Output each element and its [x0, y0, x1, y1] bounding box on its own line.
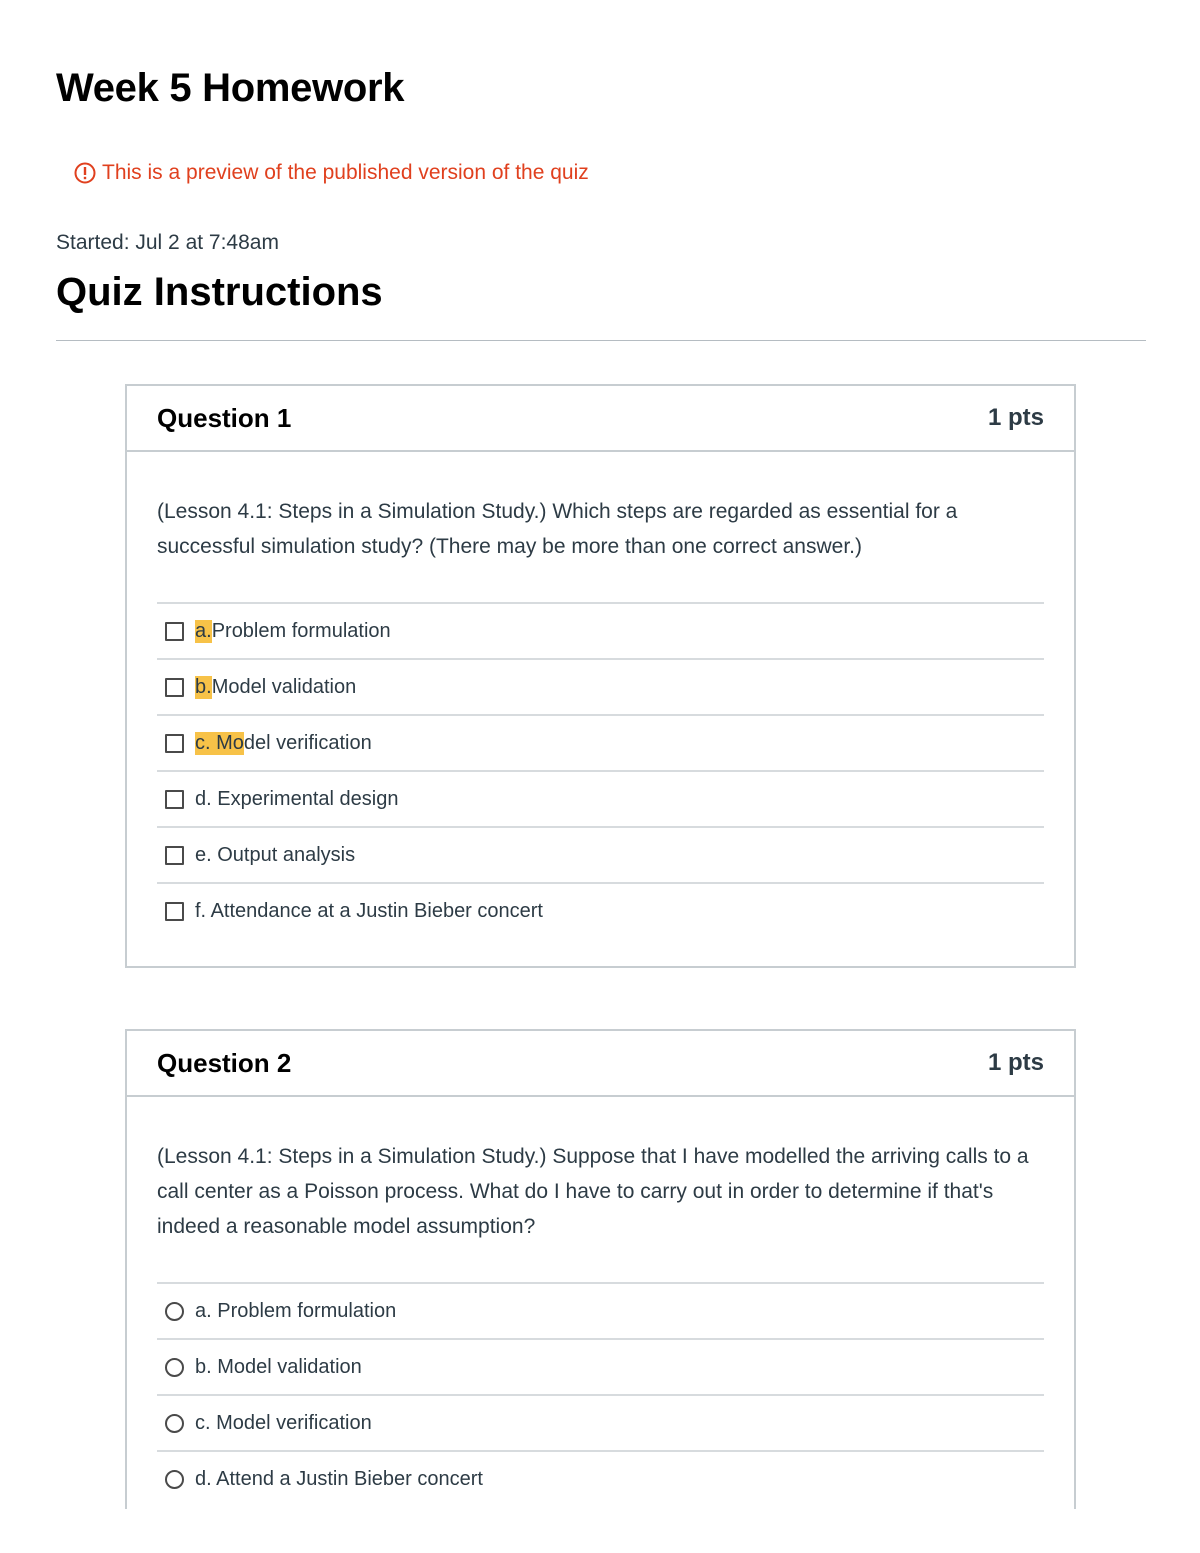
answer-option[interactable]	[157, 1396, 1044, 1452]
question-header	[127, 386, 1074, 452]
question-1	[125, 384, 1076, 968]
answer-highlight: a.	[195, 619, 212, 642]
answer-label: e. Output analysis	[195, 843, 356, 866]
question-2	[125, 1029, 1076, 1509]
answer-option[interactable]	[157, 884, 1044, 938]
radio-button[interactable]	[165, 1302, 184, 1321]
page-title: Week 5 Homework	[56, 66, 405, 110]
answer-option[interactable]	[157, 1284, 1044, 1340]
answer-list	[157, 602, 1044, 938]
question-text: (Lesson 4.1: Steps in a Simulation Study.) Suppose that I have modelled the arriving calls to a call center as a Poisson process. What do I have to carry out in order to determine if that's indeed a reasonable model assumption?	[157, 1145, 1029, 1238]
divider	[56, 340, 1146, 341]
answer-option[interactable]	[157, 772, 1044, 828]
answer-option[interactable]	[157, 828, 1044, 884]
started-timestamp: Started: Jul 2 at 7:48am	[56, 231, 279, 254]
answer-option[interactable]	[157, 1452, 1044, 1506]
answer-label: b. Model validation	[195, 1355, 362, 1378]
preview-notice	[74, 158, 589, 188]
answer-option[interactable]	[157, 660, 1044, 716]
answer-option[interactable]	[157, 716, 1044, 772]
checkbox[interactable]	[165, 790, 184, 809]
answer-label: Model validation	[211, 675, 357, 698]
answer-label: c. Model verification	[195, 1411, 372, 1434]
answer-option[interactable]	[157, 604, 1044, 660]
question-points: 1 pts	[987, 1049, 1044, 1076]
warning-icon	[74, 162, 96, 184]
question-title: Question 2	[157, 1047, 292, 1078]
question-text: (Lesson 4.1: Steps in a Simulation Study.) Which steps are regarded as essential for a successful simulation study? (There may be more than one correct answer.)	[157, 500, 958, 558]
question-header	[127, 1031, 1074, 1097]
checkbox[interactable]	[165, 622, 184, 641]
quiz-instructions-heading: Quiz Instructions	[56, 270, 383, 314]
answer-option[interactable]	[157, 1340, 1044, 1396]
checkbox[interactable]	[165, 846, 184, 865]
preview-notice-text: This is a preview of the published version of the quiz	[102, 161, 589, 184]
answer-label: d. Experimental design	[195, 787, 399, 810]
answer-label: f. Attendance at a Justin Bieber concert	[195, 899, 543, 922]
question-points: 1 pts	[987, 404, 1044, 431]
checkbox[interactable]	[165, 902, 184, 921]
answer-label: del verification	[243, 731, 372, 754]
answer-label: Problem formulation	[211, 619, 391, 642]
radio-button[interactable]	[165, 1358, 184, 1377]
answer-highlight: b.	[195, 675, 212, 698]
question-title: Question 1	[157, 402, 292, 433]
radio-button[interactable]	[165, 1414, 184, 1433]
checkbox[interactable]	[165, 678, 184, 697]
question-body	[127, 452, 1074, 938]
answer-label: a. Problem formulation	[195, 1299, 397, 1322]
answer-label: d. Attend a Justin Bieber concert	[195, 1467, 483, 1490]
question-body	[127, 1097, 1074, 1506]
answer-highlight: c. Mo	[195, 731, 244, 754]
checkbox[interactable]	[165, 734, 184, 753]
answer-list	[157, 1282, 1044, 1506]
radio-button[interactable]	[165, 1470, 184, 1489]
